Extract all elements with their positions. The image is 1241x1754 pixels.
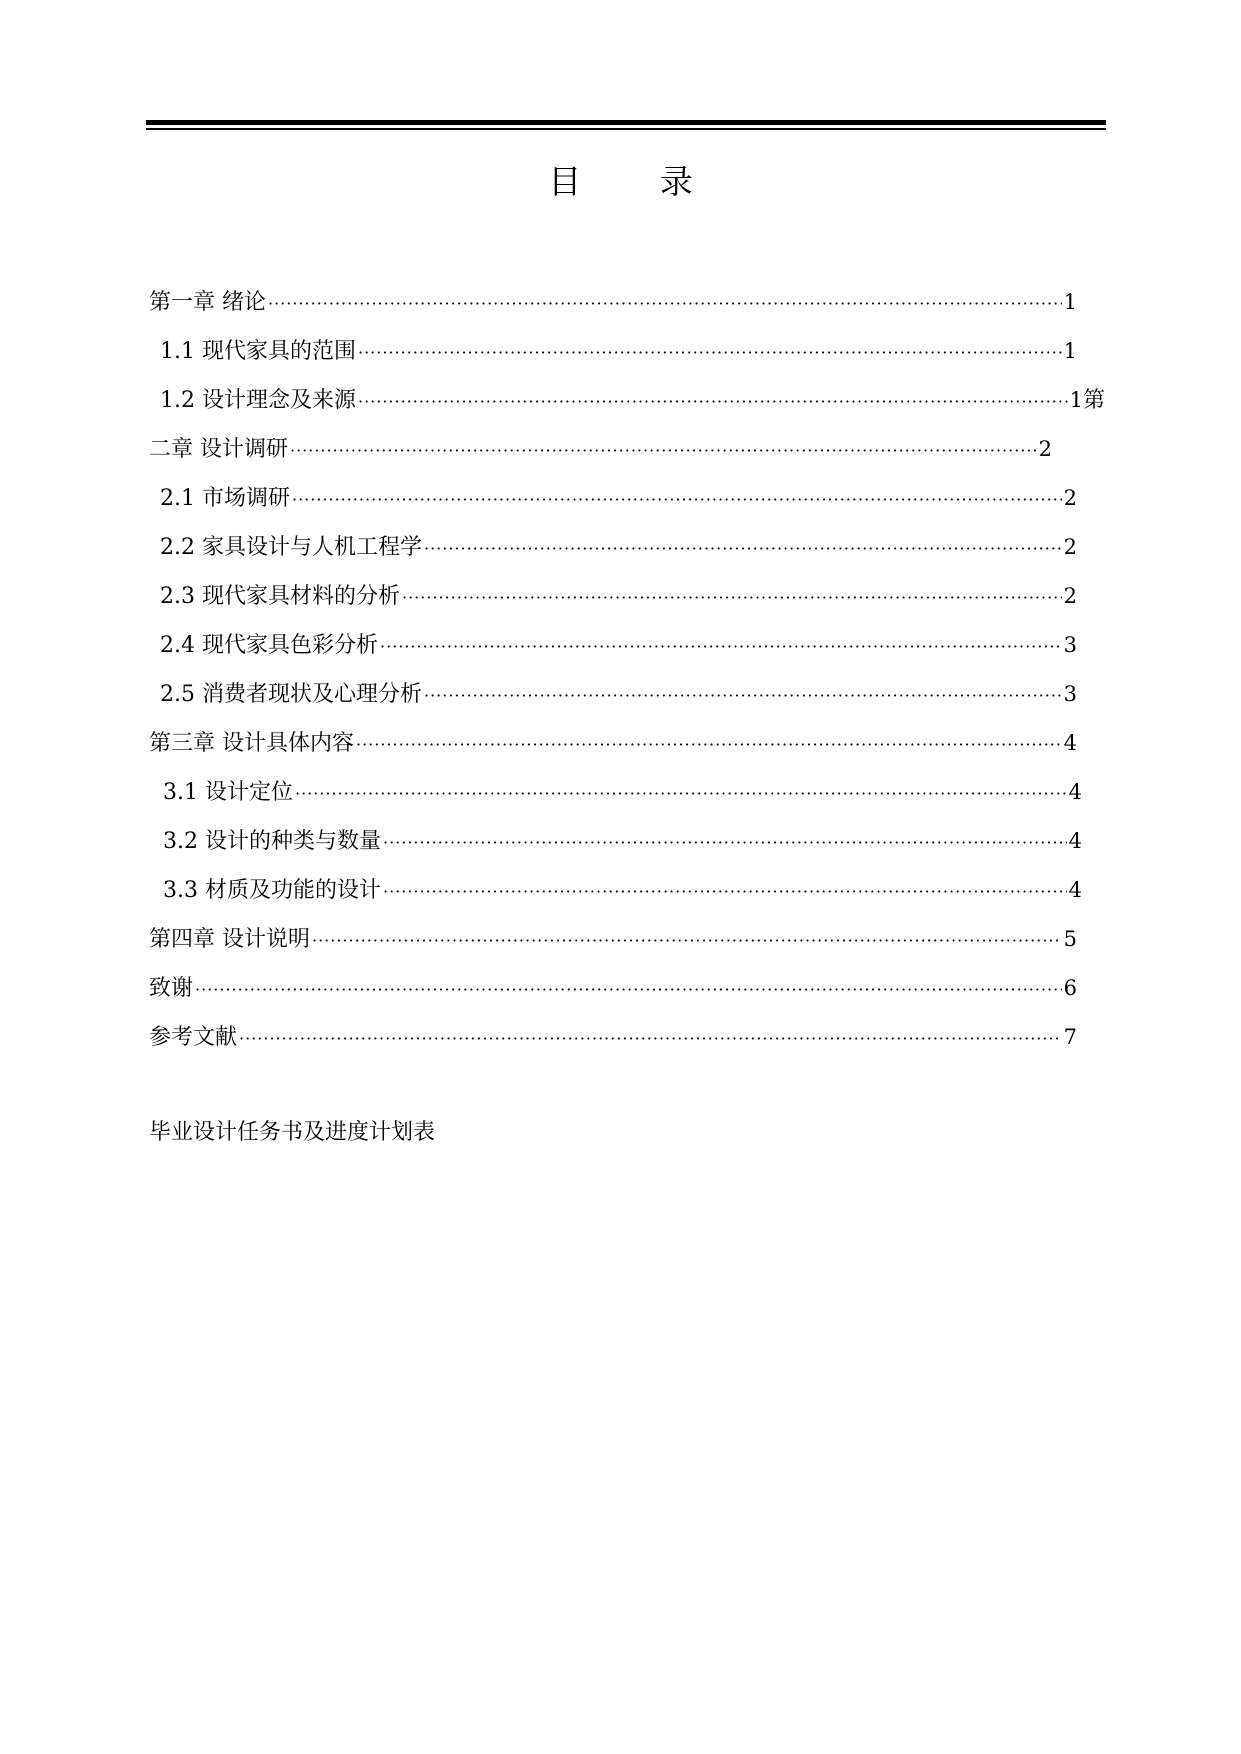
toc-leader-dots [380,627,1062,667]
toc-entry-label: 2.2 家具设计与人机工程学 [160,535,422,560]
toc-page-number: 4 [1068,780,1082,804]
header-rule-thick [146,120,1106,125]
toc-page-number: 3 [1063,682,1077,706]
toc-leader-dots [383,823,1067,863]
toc-leader-dots [358,333,1062,373]
toc-entry-acknowledgements[interactable] [149,968,1077,1008]
toc-page-number: 1 [1063,339,1077,363]
toc-entry-label: 2.5 消费者现状及心理分析 [160,682,422,707]
toc-entry-2-1[interactable] [160,478,1077,518]
toc-entry-label: 3.2 设计的种类与数量 [163,829,381,854]
toc-entry-label: 参考文献 [149,1025,238,1050]
toc-entry-label: 第三章 设计具体内容 [149,731,354,756]
toc-page-number: 3 [1063,633,1077,657]
toc-page-number: 5 [1063,927,1077,951]
toc-entry-2-3[interactable] [160,576,1077,616]
toc-leader-dots [195,970,1062,1010]
toc-entry-label: 致谢 [149,976,194,1001]
toc-entry-chapter-3[interactable] [149,723,1077,763]
page-title: 目 录 [548,162,727,201]
toc-leader-dots [356,725,1062,765]
toc-entry-label: 第一章 绪论 [149,290,266,315]
toc-leader-dots [424,529,1062,569]
toc-entry-label: 2.1 市场调研 [160,486,290,511]
toc-leader-dots [239,1019,1062,1059]
toc-page-number: 1 [1069,388,1083,412]
toc-page-number: 2 [1063,486,1077,510]
toc-entry-2-5[interactable] [160,674,1077,714]
toc-entry-3-3[interactable] [163,870,1082,910]
toc-leader-dots [424,676,1062,716]
toc-leader-dots [292,480,1062,520]
toc-appendix-entry[interactable]: 毕业设计任务书及进度计划表 [149,1120,436,1145]
toc-entry-chapter-4[interactable] [149,919,1077,959]
toc-entry-chapter-2[interactable] [149,429,1052,469]
toc-leader-dots [383,872,1067,912]
toc-leader-dots [358,382,1068,422]
toc-page-number: 4 [1063,731,1077,755]
toc-leader-dots [402,578,1062,618]
toc-leader-dots [268,284,1062,324]
toc-page-number: 7 [1063,1025,1077,1049]
toc-entry-3-1[interactable] [163,772,1082,812]
toc-entry-chapter-1[interactable] [149,282,1077,322]
toc-entry-1-1[interactable] [160,331,1077,371]
toc-entry-label: 3.3 材质及功能的设计 [163,878,381,903]
toc-entry-3-2[interactable] [163,821,1082,861]
toc-page-number: 2 [1063,584,1077,608]
toc-page-number: 2 [1038,437,1052,461]
toc-entry-2-2[interactable] [160,527,1077,567]
toc-entry-label: 第四章 设计说明 [149,927,310,952]
toc-page-number: 1 [1063,290,1077,314]
toc-entry-1-2[interactable] [160,380,1105,420]
toc-page-number: 4 [1068,829,1082,853]
toc-page-number: 4 [1068,878,1082,902]
toc-entry-label: 1.2 设计理念及来源 [160,388,356,413]
toc-leader-dots [312,921,1062,961]
toc-entry-2-4[interactable] [160,625,1077,665]
header-rule-thin [146,128,1106,130]
toc-page-number: 6 [1063,976,1077,1000]
toc-page-number: 2 [1063,535,1077,559]
toc-entry-label: 2.4 现代家具色彩分析 [160,633,378,658]
toc-leader-dots [290,431,1037,471]
toc-overflow-text: 第 [1082,388,1105,413]
toc-entry-label: 二章 设计调研 [149,437,288,462]
toc-entry-label: 2.3 现代家具材料的分析 [160,584,400,609]
toc-entry-references[interactable] [149,1017,1077,1057]
toc-leader-dots [295,774,1067,814]
toc-entry-label: 1.1 现代家具的范围 [160,339,356,364]
toc-entry-label: 3.1 设计定位 [163,780,293,805]
